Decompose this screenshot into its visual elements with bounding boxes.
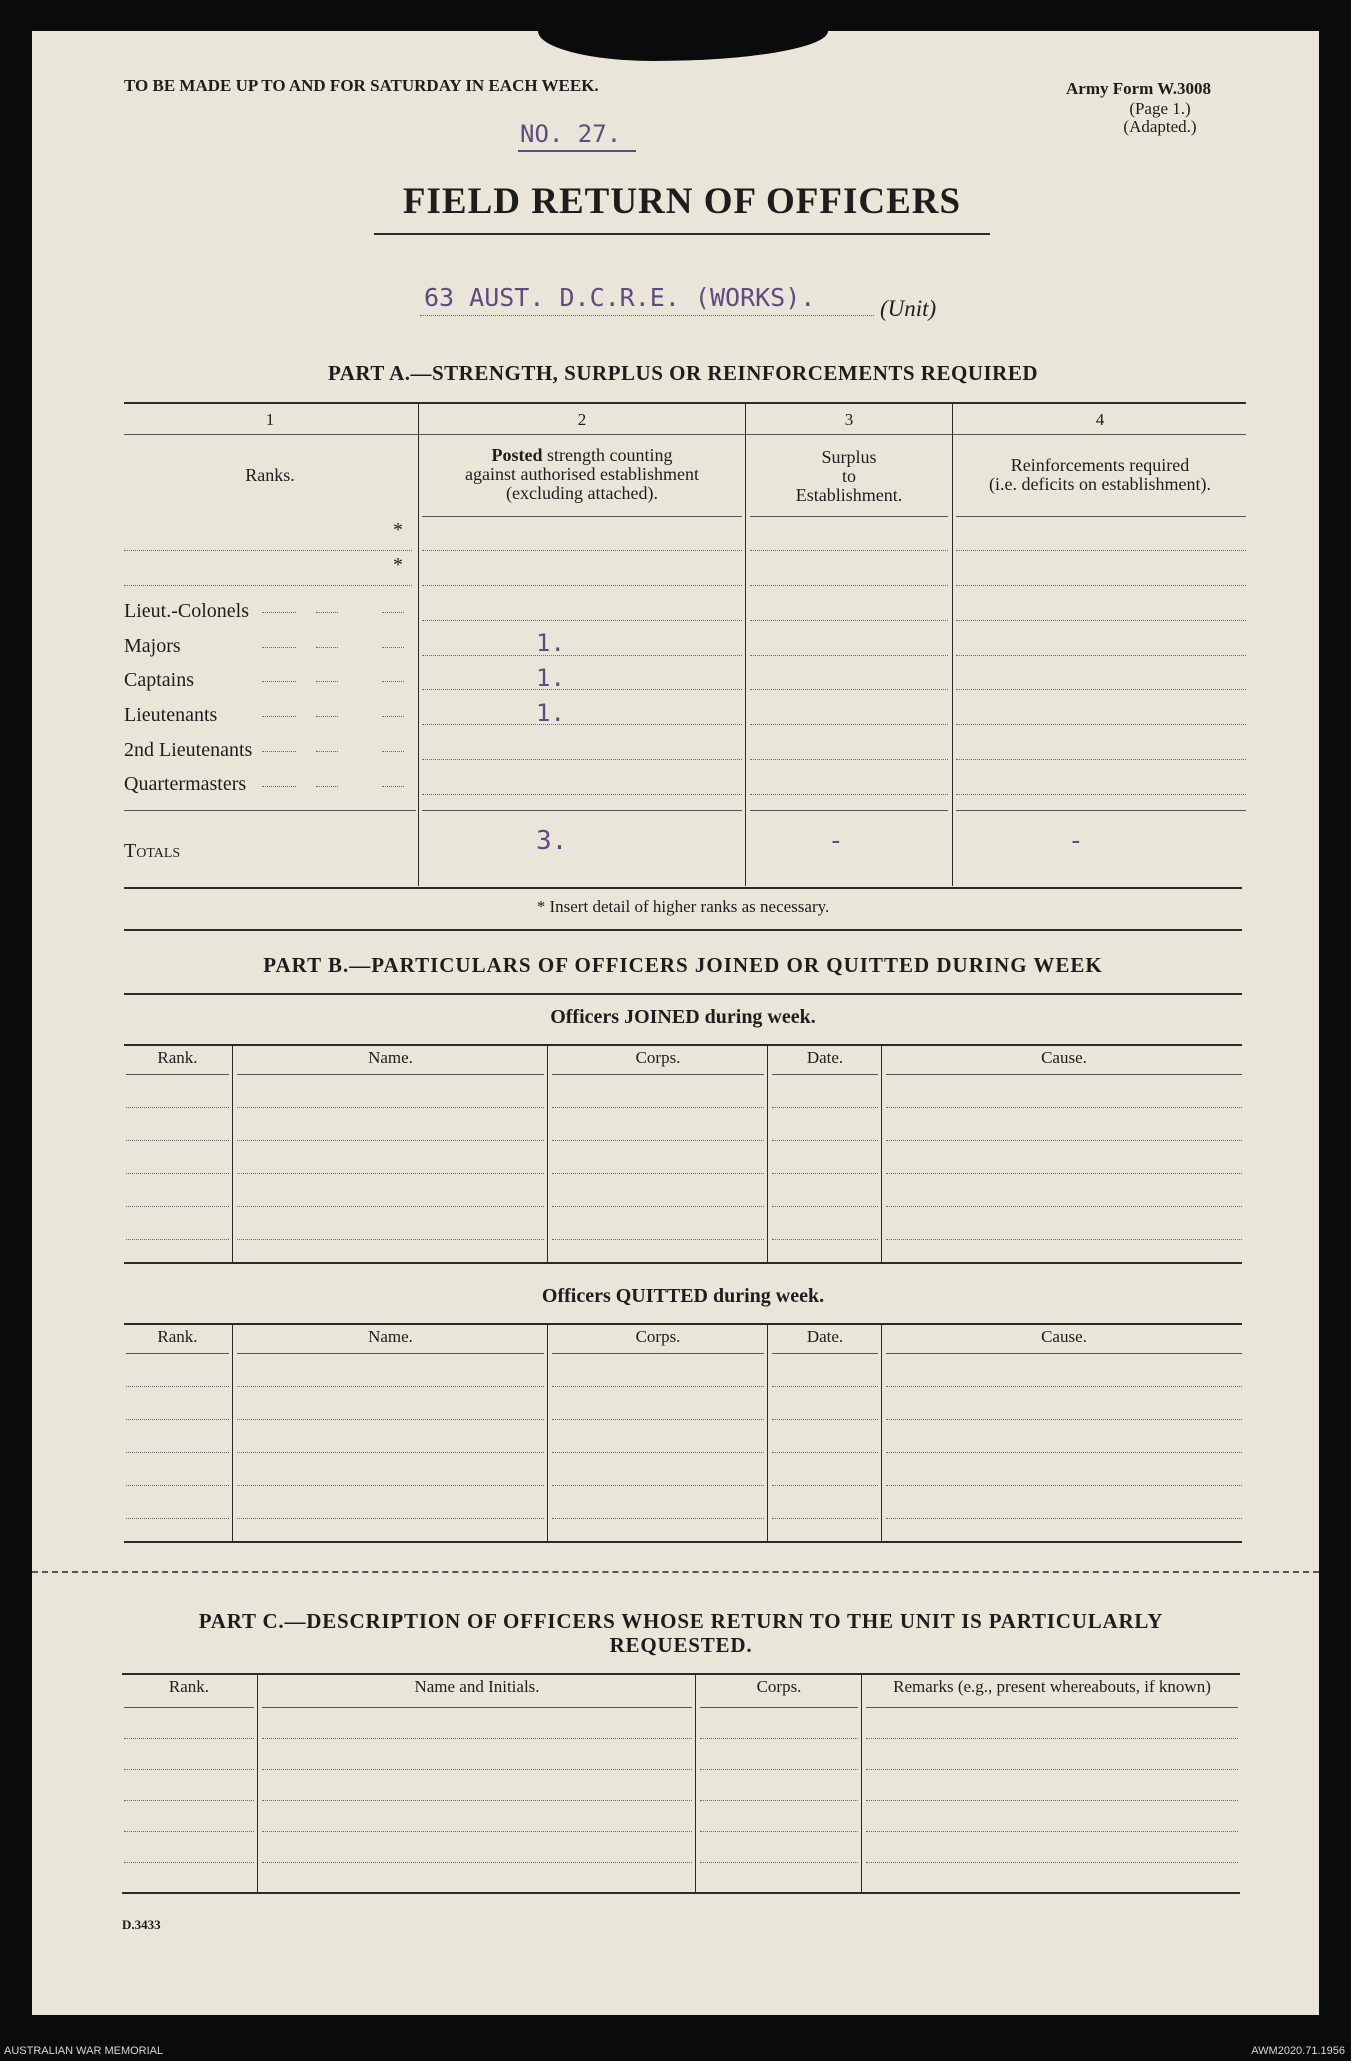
part-c-title-line2: REQUESTED.	[609, 1633, 753, 1657]
table-row-line	[700, 1862, 858, 1863]
table-row-line	[866, 1738, 1238, 1739]
col-ranks-header: Ranks.	[245, 465, 295, 485]
totals-reinforcements: -	[1068, 826, 1084, 856]
table-row-line	[237, 1206, 544, 1207]
col-posted-header	[420, 446, 744, 503]
posted-rest-2: against authorised establishment	[465, 464, 699, 484]
table-row-line	[772, 1173, 878, 1174]
surplus-row-rule	[750, 550, 948, 551]
table-top-rule	[124, 1323, 1242, 1325]
table-row-line	[886, 1206, 1242, 1207]
table-row-line	[126, 1239, 229, 1240]
table-row-line	[237, 1452, 544, 1453]
table-row-line	[772, 1239, 878, 1240]
rank-leader-dots	[316, 681, 338, 682]
rank-leader-dots	[382, 786, 404, 787]
form-adapted: (Adapted.)	[1123, 117, 1197, 136]
table-row-line	[886, 1452, 1242, 1453]
reinforcement-row-rule	[956, 585, 1246, 586]
table-row-line	[262, 1831, 692, 1832]
table-row-line	[700, 1738, 858, 1739]
table-row-line	[772, 1419, 878, 1420]
table-row-line	[886, 1107, 1242, 1108]
column-header-name: Name.	[368, 1327, 413, 1346]
asterisk-row-1: *	[393, 519, 403, 541]
joined-title: Officers JOINED during week.	[550, 1006, 816, 1028]
part-a-divider-1	[418, 402, 419, 886]
column-header-remarks: Remarks (e.g., present whereabouts, if known)	[893, 1677, 1211, 1696]
table-row-line	[772, 1518, 878, 1519]
part-a-divider-3	[952, 402, 953, 886]
part-b-title: PART B.—PARTICULARS OF OFFICERS JOINED OR QUITTED DURING WEEK	[263, 953, 1103, 977]
totals-surplus: -	[828, 826, 844, 856]
part-b-title-rule	[124, 993, 1242, 995]
table-column-divider	[257, 1673, 258, 1892]
column-header-rule	[772, 1074, 878, 1075]
col-3-header-rule	[750, 516, 948, 517]
table-row-line	[124, 1862, 254, 1863]
table-column-divider	[547, 1044, 548, 1262]
reinforcement-row-rule	[956, 620, 1246, 621]
table-row-line	[552, 1140, 764, 1141]
posted-row-rule	[422, 620, 742, 621]
table-row-line	[866, 1769, 1238, 1770]
rank-leader-dots	[382, 716, 404, 717]
table-row-line	[126, 1173, 229, 1174]
table-row-line	[772, 1485, 878, 1486]
table-row-line	[552, 1419, 764, 1420]
asterisk-row-2: *	[393, 554, 403, 576]
surplus-row-rule	[750, 620, 948, 621]
unit-line	[420, 315, 874, 316]
table-row-line	[866, 1831, 1238, 1832]
table-row-line	[237, 1107, 544, 1108]
page-title: FIELD RETURN OF OFFICERS	[402, 181, 962, 222]
table-row-line	[772, 1206, 878, 1207]
table-row-line	[700, 1831, 858, 1832]
col-3-number: 3	[844, 410, 854, 429]
table-row-line	[126, 1452, 229, 1453]
totals-top-rule-4	[956, 810, 1246, 811]
form-code: D.3433	[122, 1917, 161, 1932]
reinforcement-row-rule	[956, 759, 1246, 760]
table-row-line	[552, 1518, 764, 1519]
rank-leader-dots	[382, 681, 404, 682]
col-1-number: 1	[265, 410, 275, 429]
column-header-rule	[772, 1353, 878, 1354]
rank-leader-dots	[262, 786, 296, 787]
column-header-rule	[886, 1353, 1242, 1354]
table-row-line	[262, 1862, 692, 1863]
posted-bold: Posted	[491, 445, 543, 465]
table-column-divider	[881, 1044, 882, 1262]
surplus-row-rule	[750, 759, 948, 760]
posted-lieutenants: 1.	[536, 699, 565, 727]
table-column-divider	[547, 1323, 548, 1541]
rank-captains: Captains	[124, 669, 194, 691]
part-c-bottom-rule	[122, 1892, 1240, 1894]
table-row-line	[126, 1419, 229, 1420]
column-header-rule	[866, 1707, 1238, 1708]
unit-label: (Unit)	[880, 296, 937, 321]
rank-blank-line-1	[124, 550, 412, 551]
rank-leader-dots	[316, 786, 338, 787]
table-row-line	[772, 1452, 878, 1453]
posted-row-rule	[422, 794, 742, 795]
posted-rest-1: strength counting	[547, 445, 673, 465]
reinforcement-row-rule	[956, 689, 1246, 690]
column-header-rule	[552, 1074, 764, 1075]
rank-majors: Majors	[124, 635, 181, 657]
rank-quartermasters: Quartermasters	[124, 773, 247, 795]
rank-leader-dots	[316, 751, 338, 752]
column-header-rule	[237, 1353, 544, 1354]
surplus-row-rule	[750, 655, 948, 656]
column-header-rule	[886, 1074, 1242, 1075]
table-column-divider	[861, 1673, 862, 1892]
column-header-cause: Cause.	[1041, 1048, 1087, 1067]
table-row-line	[124, 1800, 254, 1801]
table-row-line	[552, 1206, 764, 1207]
column-header-rule	[552, 1353, 764, 1354]
column-header-rank: Rank.	[157, 1327, 198, 1346]
part-b-top-rule	[124, 929, 1242, 931]
table-row-line	[237, 1173, 544, 1174]
table-row-line	[886, 1173, 1242, 1174]
table-row-line	[552, 1173, 764, 1174]
table-row-line	[126, 1206, 229, 1207]
table-row-line	[552, 1452, 764, 1453]
col-reinforcements-header	[954, 456, 1246, 494]
column-header-rule	[126, 1074, 229, 1075]
reinforcement-row-rule	[956, 655, 1246, 656]
surplus-row-rule	[750, 585, 948, 586]
table-row-line	[126, 1140, 229, 1141]
column-header-name: Name.	[368, 1048, 413, 1067]
reinforcement-row-rule	[956, 550, 1246, 551]
posted-row-rule	[422, 585, 742, 586]
column-header-date: Date.	[806, 1048, 844, 1067]
col-2-number: 2	[577, 410, 587, 429]
column-header-rule	[124, 1707, 254, 1708]
surplus-row-rule	[750, 724, 948, 725]
footer-accession: AWM2020.71.1956	[1251, 2045, 1345, 2057]
table-row-line	[552, 1239, 764, 1240]
return-number: NO. 27.	[520, 120, 622, 148]
totals-top-rule-1	[124, 810, 416, 811]
table-row-line	[552, 1485, 764, 1486]
column-header-corps: Corps.	[635, 1048, 681, 1067]
surplus-3: Establishment.	[795, 485, 903, 505]
tear-off-line	[32, 1571, 1319, 1573]
column-header-corps: Corps.	[635, 1327, 681, 1346]
unit-value: 63 AUST. D.C.R.E. (WORKS).	[424, 283, 816, 312]
rank-leader-dots	[382, 647, 404, 648]
table-row-line	[262, 1769, 692, 1770]
posted-row-rule	[422, 655, 742, 656]
part-c-title-line1: PART C.—DESCRIPTION OF OFFICERS WHOSE RETURN TO THE UNIT IS PARTICULARLY	[198, 1609, 1164, 1633]
form-name: Army Form W.3008	[1066, 79, 1211, 98]
table-row-line	[262, 1800, 692, 1801]
table-row-line	[237, 1140, 544, 1141]
surplus-row-rule	[750, 689, 948, 690]
posted-rest-3: (excluding attached).	[506, 483, 658, 503]
rank-leader-dots	[382, 751, 404, 752]
table-row-line	[237, 1419, 544, 1420]
rank-lieut-colonels: Lieut.-Colonels	[124, 600, 249, 622]
rank-leader-dots	[262, 716, 296, 717]
posted-row-rule	[422, 759, 742, 760]
table-row-line	[886, 1518, 1242, 1519]
table-row-line	[886, 1419, 1242, 1420]
table-row-line	[237, 1239, 544, 1240]
quitted-title: Officers QUITTED during week.	[541, 1285, 825, 1307]
column-header-name-initials: Name and Initials.	[414, 1677, 540, 1696]
posted-row-rule	[422, 724, 742, 725]
table-row-line	[237, 1518, 544, 1519]
column-header-rank: Rank.	[168, 1677, 210, 1696]
table-row-line	[126, 1107, 229, 1108]
instruction-text: TO BE MADE UP TO AND FOR SATURDAY IN EACH WEEK.	[124, 76, 599, 95]
totals-label: Totals	[124, 840, 181, 862]
column-header-corps: Corps.	[756, 1677, 802, 1696]
rank-leader-dots	[316, 647, 338, 648]
column-header-rule	[237, 1074, 544, 1075]
table-row-line	[126, 1386, 229, 1387]
rank-leader-dots	[316, 716, 338, 717]
col-surplus-header	[748, 448, 950, 505]
title-underline	[374, 233, 990, 235]
column-header-rank: Rank.	[157, 1048, 198, 1067]
table-row-line	[124, 1769, 254, 1770]
column-header-rule	[126, 1353, 229, 1354]
table-column-divider	[881, 1323, 882, 1541]
part-a-title: PART A.—STRENGTH, SURPLUS OR REINFORCEMENTS REQUIRED	[327, 361, 1038, 385]
rank-2nd-lieutenants: 2nd Lieutenants	[124, 739, 253, 761]
totals-posted: 3.	[536, 826, 568, 856]
table-row-line	[700, 1769, 858, 1770]
table-row-line	[886, 1386, 1242, 1387]
col-4-header-rule	[956, 516, 1246, 517]
table-row-line	[886, 1140, 1242, 1141]
table-row-line	[886, 1239, 1242, 1240]
rank-leader-dots	[316, 612, 338, 613]
table-row-line	[237, 1485, 544, 1486]
reinf-1: Reinforcements required	[1010, 455, 1190, 475]
table-row-line	[262, 1738, 692, 1739]
table-row-line	[552, 1386, 764, 1387]
reinforcement-row-rule	[956, 724, 1246, 725]
column-header-rule	[700, 1707, 858, 1708]
totals-top-rule-2	[422, 810, 742, 811]
column-header-cause: Cause.	[1041, 1327, 1087, 1346]
rank-leader-dots	[262, 647, 296, 648]
table-row-line	[772, 1386, 878, 1387]
table-row-line	[237, 1386, 544, 1387]
surplus-2: to	[841, 466, 856, 486]
table-column-divider	[232, 1044, 233, 1262]
table-row-line	[772, 1140, 878, 1141]
footer-credit: AUSTRALIAN WAR MEMORIAL	[4, 2045, 164, 2057]
rank-blank-line-2	[124, 585, 412, 586]
form-page: (Page 1.)	[1129, 99, 1191, 118]
table-row-line	[126, 1485, 229, 1486]
column-header-date: Date.	[806, 1327, 844, 1346]
table-row-line	[886, 1485, 1242, 1486]
part-a-bottom-rule	[124, 887, 1242, 889]
surplus-row-rule	[750, 794, 948, 795]
part-a-divider-2	[745, 402, 746, 886]
reinf-2: (i.e. deficits on establishment).	[989, 474, 1211, 494]
table-row-line	[700, 1800, 858, 1801]
rank-leader-dots	[262, 751, 296, 752]
rank-leader-dots	[262, 612, 296, 613]
table-row-line	[866, 1800, 1238, 1801]
rank-leader-dots	[262, 681, 296, 682]
part-c-top-rule	[122, 1673, 1240, 1675]
table-top-rule	[124, 1044, 1242, 1046]
table-column-divider	[767, 1044, 768, 1262]
col-4-number: 4	[1095, 410, 1105, 429]
posted-majors: 1.	[536, 629, 565, 657]
column-header-rule	[262, 1707, 692, 1708]
posted-captains: 1.	[536, 664, 565, 692]
table-column-divider	[232, 1323, 233, 1541]
posted-row-rule	[422, 689, 742, 690]
totals-top-rule-3	[750, 810, 948, 811]
table-bottom-rule	[124, 1541, 1242, 1543]
table-row-line	[124, 1831, 254, 1832]
part-a-top-rule	[124, 402, 1246, 404]
part-c-title	[120, 1609, 1242, 1657]
reinforcement-row-rule	[956, 794, 1246, 795]
table-column-divider	[695, 1673, 696, 1892]
surplus-1: Surplus	[821, 447, 877, 467]
col-2-header-rule	[422, 516, 742, 517]
table-row-line	[126, 1518, 229, 1519]
table-row-line	[124, 1738, 254, 1739]
col-number-rule	[124, 434, 1246, 435]
table-row-line	[552, 1107, 764, 1108]
table-column-divider	[767, 1323, 768, 1541]
rank-lieutenants: Lieutenants	[124, 704, 218, 726]
posted-row-rule	[422, 550, 742, 551]
part-a-footnote: * Insert detail of higher ranks as necessary.	[536, 897, 830, 916]
table-row-line	[772, 1107, 878, 1108]
number-underline	[518, 150, 636, 152]
table-row-line	[866, 1862, 1238, 1863]
table-bottom-rule	[124, 1262, 1242, 1264]
rank-leader-dots	[382, 612, 404, 613]
